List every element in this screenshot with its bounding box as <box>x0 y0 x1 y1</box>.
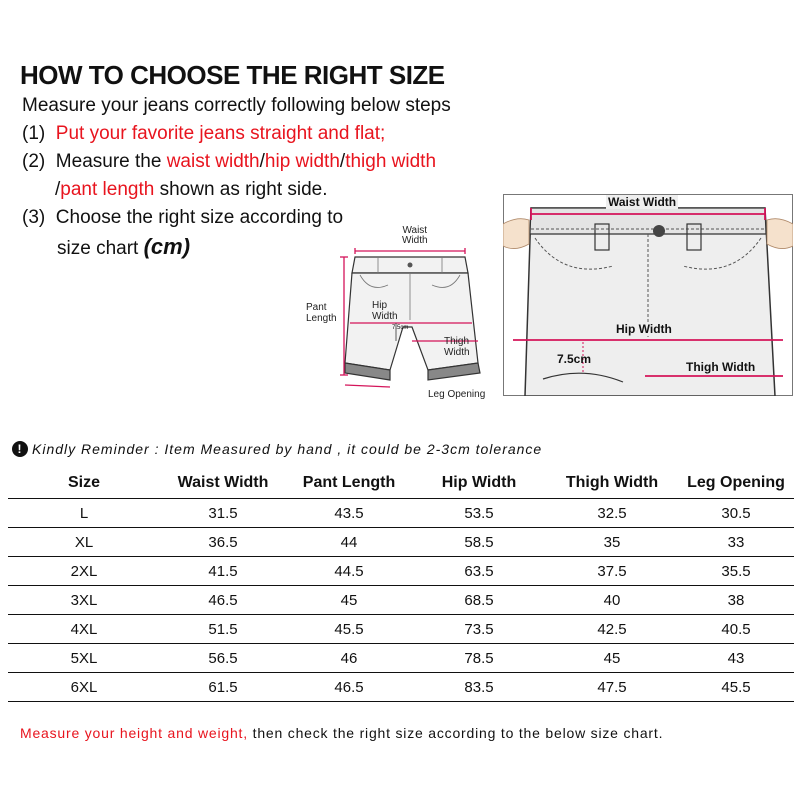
step-3 <box>22 207 343 229</box>
table-cell: 4XL <box>8 615 160 644</box>
table-cell: 44 <box>286 528 412 557</box>
closeup-button <box>653 225 665 237</box>
table-cell: 53.5 <box>412 499 546 528</box>
closeup-hip-label: Hip Width <box>616 322 672 336</box>
step-2 <box>22 151 436 173</box>
table-cell: 41.5 <box>160 557 286 586</box>
table-cell: 46 <box>286 644 412 673</box>
step-1 <box>22 123 385 145</box>
table-cell: 45.5 <box>678 673 794 702</box>
table-row <box>8 499 794 528</box>
column-header: Waist Width <box>160 467 286 499</box>
column-header: Leg Opening <box>678 467 794 499</box>
step-2-thigh: thigh width <box>345 151 437 172</box>
step-2-separator: / <box>339 151 346 172</box>
step-2-hip: hip width <box>264 151 340 172</box>
table-cell: 44.5 <box>286 557 412 586</box>
step-2-lead: Measure the <box>55 151 167 172</box>
step-3-text: Choose the right size according to <box>55 207 344 228</box>
warning-icon: ! <box>12 441 28 457</box>
table-cell: 73.5 <box>412 615 546 644</box>
table-cell: 35.5 <box>678 557 794 586</box>
table-cell: 46.5 <box>160 586 286 615</box>
closeup-thigh-label: Thigh Width <box>686 360 756 374</box>
step-2-separator: / <box>259 151 265 172</box>
shorts-waist-label: Waist Width <box>402 225 428 246</box>
column-header: Size <box>8 467 160 499</box>
table-cell: 68.5 <box>412 586 546 615</box>
table-cell: 58.5 <box>412 528 546 557</box>
shorts-thigh-label: Thigh Width <box>444 336 470 358</box>
size-table <box>8 467 794 702</box>
page-title: HOW TO CHOOSE THE RIGHT SIZE <box>20 60 445 90</box>
shorts-leg-line <box>345 385 390 387</box>
reminder <box>12 441 542 457</box>
table-header-row <box>8 467 794 499</box>
step-2-tail: shown as right side. <box>154 179 328 200</box>
footer-note <box>20 725 663 741</box>
step-1-text: Put your favorite jeans straight and flat; <box>55 123 386 144</box>
table-cell: 38 <box>678 586 794 615</box>
table-cell: 63.5 <box>412 557 546 586</box>
table-cell: 2XL <box>8 557 160 586</box>
column-header: Pant Length <box>286 467 412 499</box>
table-cell: 40.5 <box>678 615 794 644</box>
table-cell: 37.5 <box>546 557 678 586</box>
table-row <box>8 673 794 702</box>
closeup-offset-label: 7.5cm <box>557 352 592 366</box>
shorts-hip-label: Hip Width <box>372 300 398 322</box>
table-row <box>8 528 794 557</box>
table-cell: 45.5 <box>286 615 412 644</box>
shorts-offset-label: 7.5cm <box>392 325 409 331</box>
table-cell: 61.5 <box>160 673 286 702</box>
step-2-continued <box>55 179 328 201</box>
table-cell: 40 <box>546 586 678 615</box>
table-cell: 5XL <box>8 644 160 673</box>
step-3-text-2: size chart <box>57 238 144 259</box>
table-row <box>8 557 794 586</box>
table-cell: 56.5 <box>160 644 286 673</box>
table-cell: 33 <box>678 528 794 557</box>
table-cell: 45 <box>546 644 678 673</box>
table-row <box>8 586 794 615</box>
footer-text: then check the right size according to the below size chart. <box>247 725 664 741</box>
step-2-number: (2) <box>22 151 46 172</box>
column-header: Hip Width <box>412 467 546 499</box>
table-cell: 46.5 <box>286 673 412 702</box>
table-cell: 51.5 <box>160 615 286 644</box>
table-cell: 30.5 <box>678 499 794 528</box>
column-header: Thigh Width <box>546 467 678 499</box>
table-cell: 78.5 <box>412 644 546 673</box>
shorts-pant-length-label: Pant Length <box>306 302 337 324</box>
shorts-leg-opening-label: Leg Opening <box>428 389 486 400</box>
table-cell: 31.5 <box>160 499 286 528</box>
footer-red-text: Measure your height and weight, <box>20 725 248 741</box>
step-1-number: (1) <box>22 123 46 144</box>
table-row <box>8 615 794 644</box>
step-3-unit: (cm) <box>143 234 191 259</box>
table-row <box>8 644 794 673</box>
step-3-number: (3) <box>22 207 46 228</box>
table-cell: XL <box>8 528 160 557</box>
table-cell: 42.5 <box>546 615 678 644</box>
step-3-continued <box>57 234 190 260</box>
reminder-text: Kindly Reminder : Item Measured by hand , it could be 2-3cm tolerance <box>32 441 543 457</box>
subtitle: Measure your jeans correctly following below steps <box>22 95 451 116</box>
step-2-separator: / <box>55 179 61 200</box>
table-cell: 3XL <box>8 586 160 615</box>
table-cell: 32.5 <box>546 499 678 528</box>
table-cell: 43.5 <box>286 499 412 528</box>
table-cell: 43 <box>678 644 794 673</box>
table-cell: 45 <box>286 586 412 615</box>
step-2-waist: waist width <box>166 151 260 172</box>
table-cell: L <box>8 499 160 528</box>
step-2-pant: pant length <box>60 179 155 200</box>
table-cell: 36.5 <box>160 528 286 557</box>
table-cell: 6XL <box>8 673 160 702</box>
table-cell: 83.5 <box>412 673 546 702</box>
table-cell: 35 <box>546 528 678 557</box>
closeup-waist-label: Waist Width <box>608 195 677 209</box>
table-cell: 47.5 <box>546 673 678 702</box>
